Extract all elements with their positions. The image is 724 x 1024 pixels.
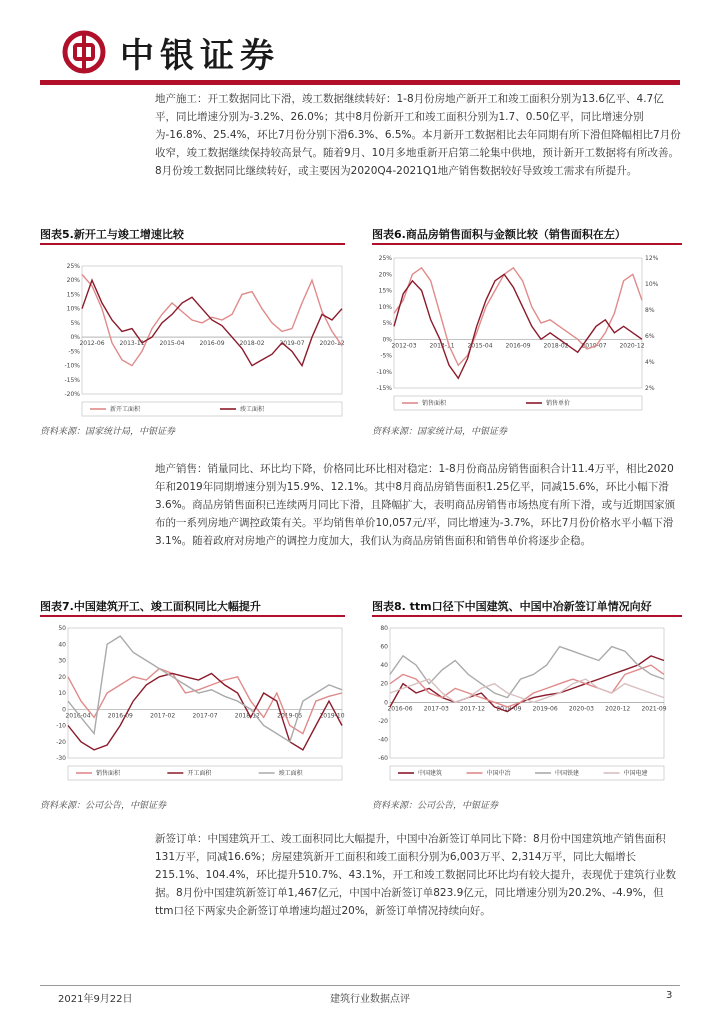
x-tick-label: 2012-06	[79, 340, 105, 348]
y2-tick-label: 6%	[645, 333, 655, 340]
y-tick-label: 5%	[382, 320, 392, 327]
x-tick-label: 2018-02	[543, 342, 569, 350]
y-tick-label: 50	[58, 625, 66, 632]
y-tick-label: -10	[56, 722, 66, 730]
y-tick-label: 0%	[70, 334, 80, 342]
x-tick-label: 2020-03	[568, 705, 594, 713]
legend-label: 开工面积	[187, 770, 212, 777]
x-tick-label: 2017-07	[192, 712, 218, 720]
y2-tick-label: 8%	[645, 307, 655, 314]
series-line	[394, 268, 645, 366]
legend-label: 销售单价	[546, 400, 571, 407]
x-tick-label: 2016-09	[505, 342, 531, 350]
x-tick-label: 2019-10	[319, 712, 345, 720]
y-tick-label: 10%	[66, 305, 80, 313]
paragraph-orders: 新签订单：中国建筑开工、竣工面积同比大幅提升，中国中冶新签订单同比下降：8月份中国建筑地产销售面积131万平，同减16.6%；房屋建筑新开工面积和竣工面积分别为6,003万平、2,314万平，同比大幅增长215.1%、104.4%，环比提升510.7%、43.1%，开工和竣工数据同比环比均有较大提升，表现优于建筑行业数据。8月份中国建筑新签订单1,467亿元，中国中冶新签订单823.9亿元，同比增速分别为20.2%、-4.9%，但ttm口径下两家央企新签订单增速均超过20%，新签订单情况持续向好。	[155, 833, 676, 917]
figure-5-title: 图表5.新开工与竣工增速比较	[40, 228, 184, 241]
y-tick-label: -5%	[380, 352, 392, 360]
x-tick-label: 2016-09	[107, 712, 133, 720]
series-line	[68, 669, 345, 734]
y-tick-label: 30	[58, 657, 66, 665]
plot-frame	[394, 258, 645, 388]
legend-label: 竣工面积	[278, 770, 303, 777]
legend-label: 销售面积	[96, 770, 121, 777]
legend-label: 中国铁建	[555, 770, 580, 777]
chart-figure-5	[60, 258, 350, 418]
y-tick-label: 10	[58, 690, 66, 697]
footer-title: 建筑行业数据点评	[330, 994, 410, 1005]
series-line	[68, 636, 345, 742]
x-tick-label: 2019-06	[532, 705, 558, 713]
y-tick-label: 0	[62, 706, 66, 714]
y-tick-label: 15%	[66, 291, 80, 299]
figure-6-source: 资料来源：国家统计局，中银证券	[372, 427, 508, 437]
y-tick-label: -20	[378, 717, 388, 725]
x-tick-label: 2019-07	[581, 342, 607, 350]
x-tick-label: 2017-12	[460, 705, 486, 713]
plot-frame	[68, 628, 345, 758]
y-tick-label: 10%	[378, 303, 392, 311]
bank-of-china-logo	[62, 30, 106, 74]
series-line	[390, 656, 667, 713]
x-tick-label: 2017-02	[150, 712, 176, 720]
legend-label: 中国电建	[623, 770, 648, 777]
y-tick-label: 80	[380, 625, 388, 632]
figure-7-rule	[40, 615, 345, 617]
x-tick-label: 2018-02	[239, 340, 265, 348]
x-tick-label: 2016-04	[65, 712, 91, 720]
x-tick-label: 2019-07	[279, 340, 305, 348]
legend-label: 竣工面积	[240, 406, 265, 413]
y-tick-label: 25%	[66, 263, 80, 270]
y-tick-label: 20	[58, 673, 66, 681]
y-tick-label: -60	[378, 755, 388, 762]
figure-7-title: 图表7.中国建筑开工、竣工面积同比大幅提升	[40, 600, 261, 613]
x-tick-label: 2019-05	[277, 712, 303, 720]
x-tick-label: 2012-03	[391, 342, 417, 350]
x-tick-label: 2016-06	[387, 705, 413, 713]
x-tick-label: 2016-09	[199, 340, 225, 348]
series-line	[394, 274, 645, 378]
y2-tick-label: 10%	[645, 281, 659, 288]
x-tick-label: 2017-03	[423, 705, 449, 713]
y-tick-label: 0%	[382, 336, 392, 344]
x-tick-label: 2018-12	[234, 712, 260, 720]
y-tick-label: -20	[56, 738, 66, 746]
y-tick-label: 5%	[70, 319, 80, 327]
brand-name: 中银证券	[120, 36, 280, 76]
x-tick-label: 2020-12	[605, 705, 631, 713]
figure-5-rule	[40, 243, 345, 245]
y-tick-label: -20%	[64, 391, 80, 398]
y-tick-label: 60	[380, 643, 388, 651]
legend-label: 中国中冶	[486, 770, 511, 777]
y-tick-label: 20	[380, 680, 388, 688]
figure-7-source: 资料来源：公司公告，中银证券	[40, 801, 167, 811]
paragraph-construction: 地产施工：开工数据同比下滑，竣工数据继续转好：1-8月份房地产新开工和竣工面积分别为13.6亿平、4.7亿平，同比增速分别为-3.2%、26.0%；其中8月份新开工和竣工面积分别为1.7、0.50亿平，同比增速分别为-16.8%、25.4%，环比7月份分别下滑6.3%、6.5%。本月新开工数据相比去年同期有所下滑但降幅相比7月份收窄，竣工数据继续保持较高景气。随着9月、10月多地重新开启第二轮集中供地，预计新开工数据将有所改善。8月份竣工数据同比继续转好，或主要因为2020Q4-2021Q1地产销售数据较好导致竣工需求有所提升。	[155, 93, 681, 177]
chart-figure-8	[372, 620, 672, 790]
figure-8-source: 资料来源：公司公告，中银证券	[372, 801, 499, 811]
footer-date: 2021年9月22日	[58, 994, 133, 1005]
y-tick-label: -5%	[68, 348, 80, 356]
figure-5-source: 资料来源：国家统计局，中银证券	[40, 427, 176, 437]
y-tick-label: 40	[380, 662, 388, 670]
y-tick-label: -30	[56, 755, 66, 762]
figure-8-title: 图表8. ttm口径下中国建筑、中国中冶新签订单情况向好	[372, 600, 652, 613]
figure-8-rule	[372, 615, 682, 617]
y2-tick-label: 4%	[645, 359, 655, 366]
figure-6-rule	[372, 243, 682, 245]
y-tick-label: -10%	[64, 362, 80, 370]
y-tick-label: -40	[378, 736, 388, 744]
paragraph-sales: 地产销售：销量同比、环比均下降，价格同比环比相对稳定：1-8月份商品房销售面积合计11.4万平，相比2020年和2019年同期增速分别为15.9%、12.1%。其中8月商品房销售面积1.25亿平，同减15.6%，环比小幅下滑3.6%。商品房销售面积已连续两月同比下滑，且降幅扩大，表明商品房销售市场热度有所下滑，或与近期国家颁布的一系列房地产调控政策有关。平均销售单价10,057元/平，同比增速为-3.7%，环比7月份价格水平小幅下滑3.1%。随着政府对房地产的调控力度加大，我们认为商品房销售面积和销售单价将逐步企稳。	[155, 463, 676, 547]
y-tick-label: 20%	[378, 271, 392, 279]
x-tick-label: 2015-04	[159, 340, 185, 348]
y-tick-label: -15%	[376, 385, 392, 392]
legend-label: 销售面积	[422, 400, 447, 407]
legend-label: 中国建筑	[418, 770, 443, 777]
y-tick-label: 40	[58, 641, 66, 649]
y-tick-label: 20%	[66, 277, 80, 285]
x-tick-label: 2015-04	[467, 342, 493, 350]
y-tick-label: -15%	[64, 376, 80, 384]
chart-figure-6	[372, 250, 672, 420]
y-tick-label: 0	[384, 699, 388, 707]
y2-tick-label: 2%	[645, 385, 655, 392]
x-tick-label: 2020-12	[619, 342, 645, 350]
chart-figure-7	[50, 620, 350, 790]
legend-label: 新开工面积	[110, 406, 141, 413]
y2-tick-label: 12%	[645, 255, 659, 262]
header-rule	[40, 80, 680, 85]
x-tick-label: 2018-09	[496, 705, 522, 713]
y-tick-label: 25%	[378, 255, 392, 262]
series-line	[82, 280, 345, 365]
figure-6-title: 图表6.商品房销售面积与金额比较（销售面积在左）	[372, 228, 626, 241]
page-number: 3	[666, 990, 673, 1001]
y-tick-label: -10%	[376, 368, 392, 376]
footer-rule	[40, 985, 680, 986]
x-tick-label: 2013-11	[429, 342, 455, 350]
x-tick-label: 2020-12	[319, 340, 345, 348]
x-tick-label: 2021-09	[641, 705, 667, 713]
y-tick-label: 15%	[378, 287, 392, 295]
x-tick-label: 2013-11	[119, 340, 145, 348]
